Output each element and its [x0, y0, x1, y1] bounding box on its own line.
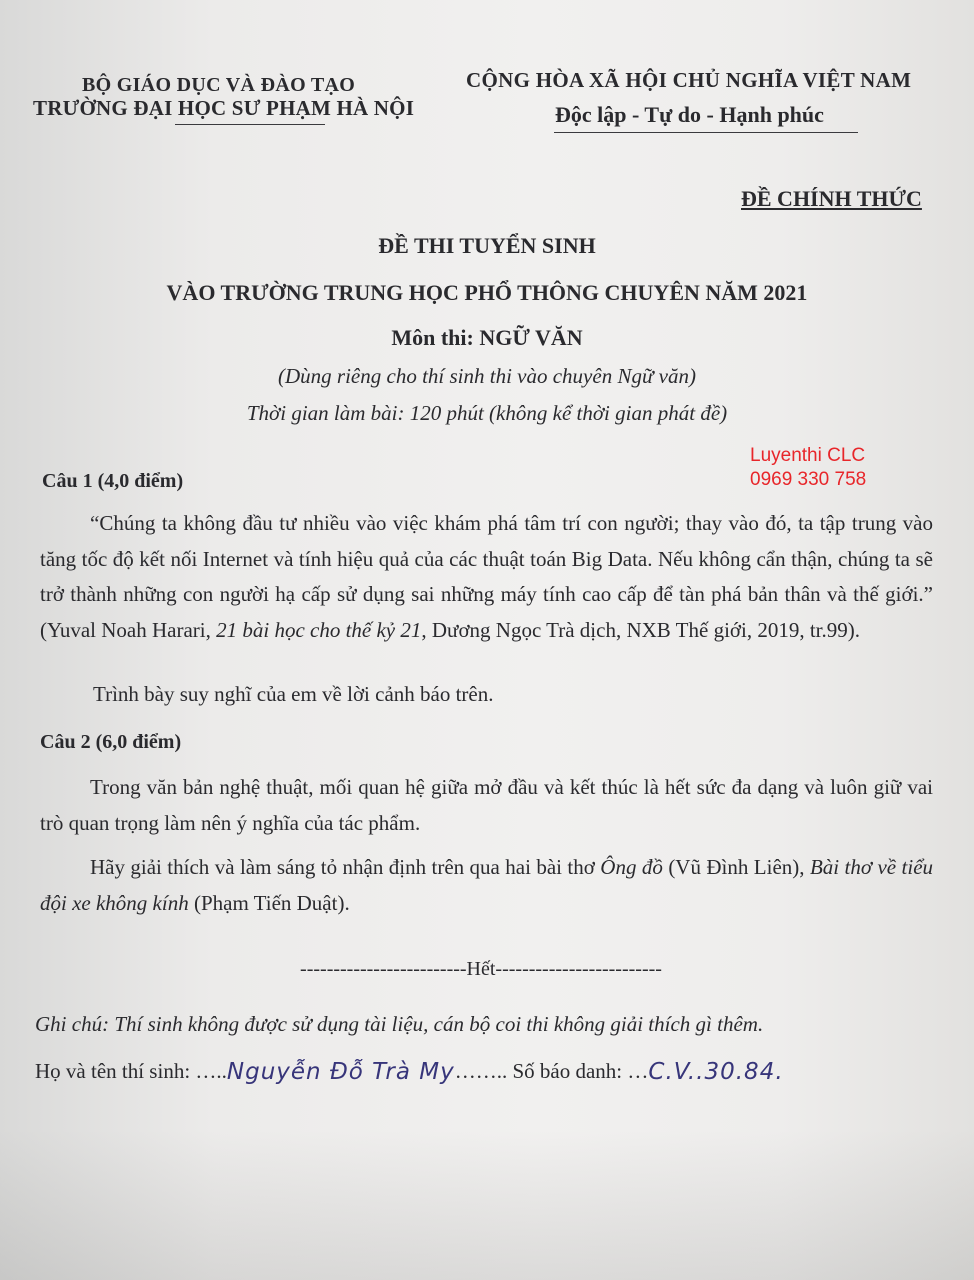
exam-audience-note: (Dùng riêng cho thí sinh thi vào chuyên Ngữ văn): [278, 364, 696, 388]
question1-task: Trình bày suy nghĩ của em về lời cảnh báo trên.: [93, 682, 494, 706]
exam-subtitle: VÀO TRƯỜNG TRUNG HỌC PHỔ THÔNG CHUYÊN NĂM 2021: [166, 280, 808, 305]
question1-heading: Câu 1 (4,0 điểm): [42, 470, 184, 492]
candidate-name-label: Họ và tên thí sinh:: [35, 1059, 191, 1083]
national-motto: Độc lập - Tự do - Hạnh phúc: [555, 102, 824, 127]
candidate-name-dots-after: ……..: [454, 1059, 508, 1083]
question1-quote-text: “Chúng ta không đầu tư nhiều vào việc khám phá tâm trí con người; thay vào đó, ta tập trung vào tăng tốc độ kết nối Internet và tính hiệu quả của các thuật toán Big Data. Nếu không cẩn thận, chúng ta sẽ trở thành những con người hạ cấp sử dụng sai những máy tính cao cấp để tàn phá bản thân và thế giới.” (Yuval Noah Harari,: [40, 511, 933, 642]
exam-subject: Môn thi: NGỮ VĂN: [391, 325, 583, 350]
university-name: TRƯỜNG ĐẠI HỌC SƯ PHẠM HÀ NỘI: [33, 96, 415, 120]
exam-time-note: Thời gian làm bài: 120 phút (không kể thời gian phát đề): [246, 401, 728, 425]
candidate-info: [35, 1058, 784, 1084]
official-label: ĐỀ CHÍNH THỨC: [741, 186, 922, 211]
header-right-underline: [554, 132, 858, 133]
header-left-underline: [175, 124, 325, 125]
candidate-id-handwritten: C.V..30.84.: [648, 1059, 784, 1085]
question2-p2-part2: (Vũ Đình Liên),: [668, 855, 805, 879]
candidate-name-handwritten: Nguyễn Đỗ Trà My: [226, 1059, 455, 1085]
poem2-title: Bài thơ về tiểu đội xe không kính: [40, 855, 934, 915]
watermark-phone: 0969 330 758: [750, 469, 867, 490]
candidate-id-dots: …: [627, 1059, 649, 1083]
poem1-title: Ông đồ: [600, 855, 663, 879]
question2-p2-part1: Hãy giải thích và làm sáng tỏ nhận định trên qua hai bài thơ: [90, 855, 595, 879]
question1-quote: [40, 506, 933, 648]
question1-book-title: 21 bài học cho thế kỷ 21: [216, 617, 422, 642]
candidate-name-dots: …..: [195, 1059, 227, 1083]
question2-heading: Câu 2 (6,0 điểm): [40, 731, 182, 753]
watermark-brand: Luyenthi CLC: [750, 445, 866, 466]
ministry-name: BỘ GIÁO DỤC VÀ ĐÀO TẠO: [82, 74, 356, 96]
question2-paragraph2: [40, 850, 933, 921]
republic-name: CỘNG HÒA XÃ HỘI CHỦ NGHĨA VIỆT NAM: [466, 68, 912, 92]
question1-source: , Dương Ngọc Trà dịch, NXB Thế giới, 2019, tr.99).: [421, 617, 861, 642]
exam-title: ĐỀ THI TUYỂN SINH: [378, 233, 596, 258]
question2-p2-part3: (Phạm Tiến Duật).: [193, 890, 350, 915]
candidate-id-label: Số báo danh:: [512, 1059, 623, 1083]
question2-paragraph1: Trong văn bản nghệ thuật, mối quan hệ giữa mở đầu và kết thúc là hết sức đa dạng và luôn giữ vai trò quan trọng làm nên ý nghĩa của tác phẩm.: [40, 775, 933, 835]
exam-note: Ghi chú: Thí sinh không được sử dụng tài liệu, cán bộ coi thi không giải thích gì thêm.: [35, 1012, 764, 1036]
end-marker: -------------------------Hết-------------------------: [300, 958, 662, 980]
watermark: [750, 444, 866, 492]
